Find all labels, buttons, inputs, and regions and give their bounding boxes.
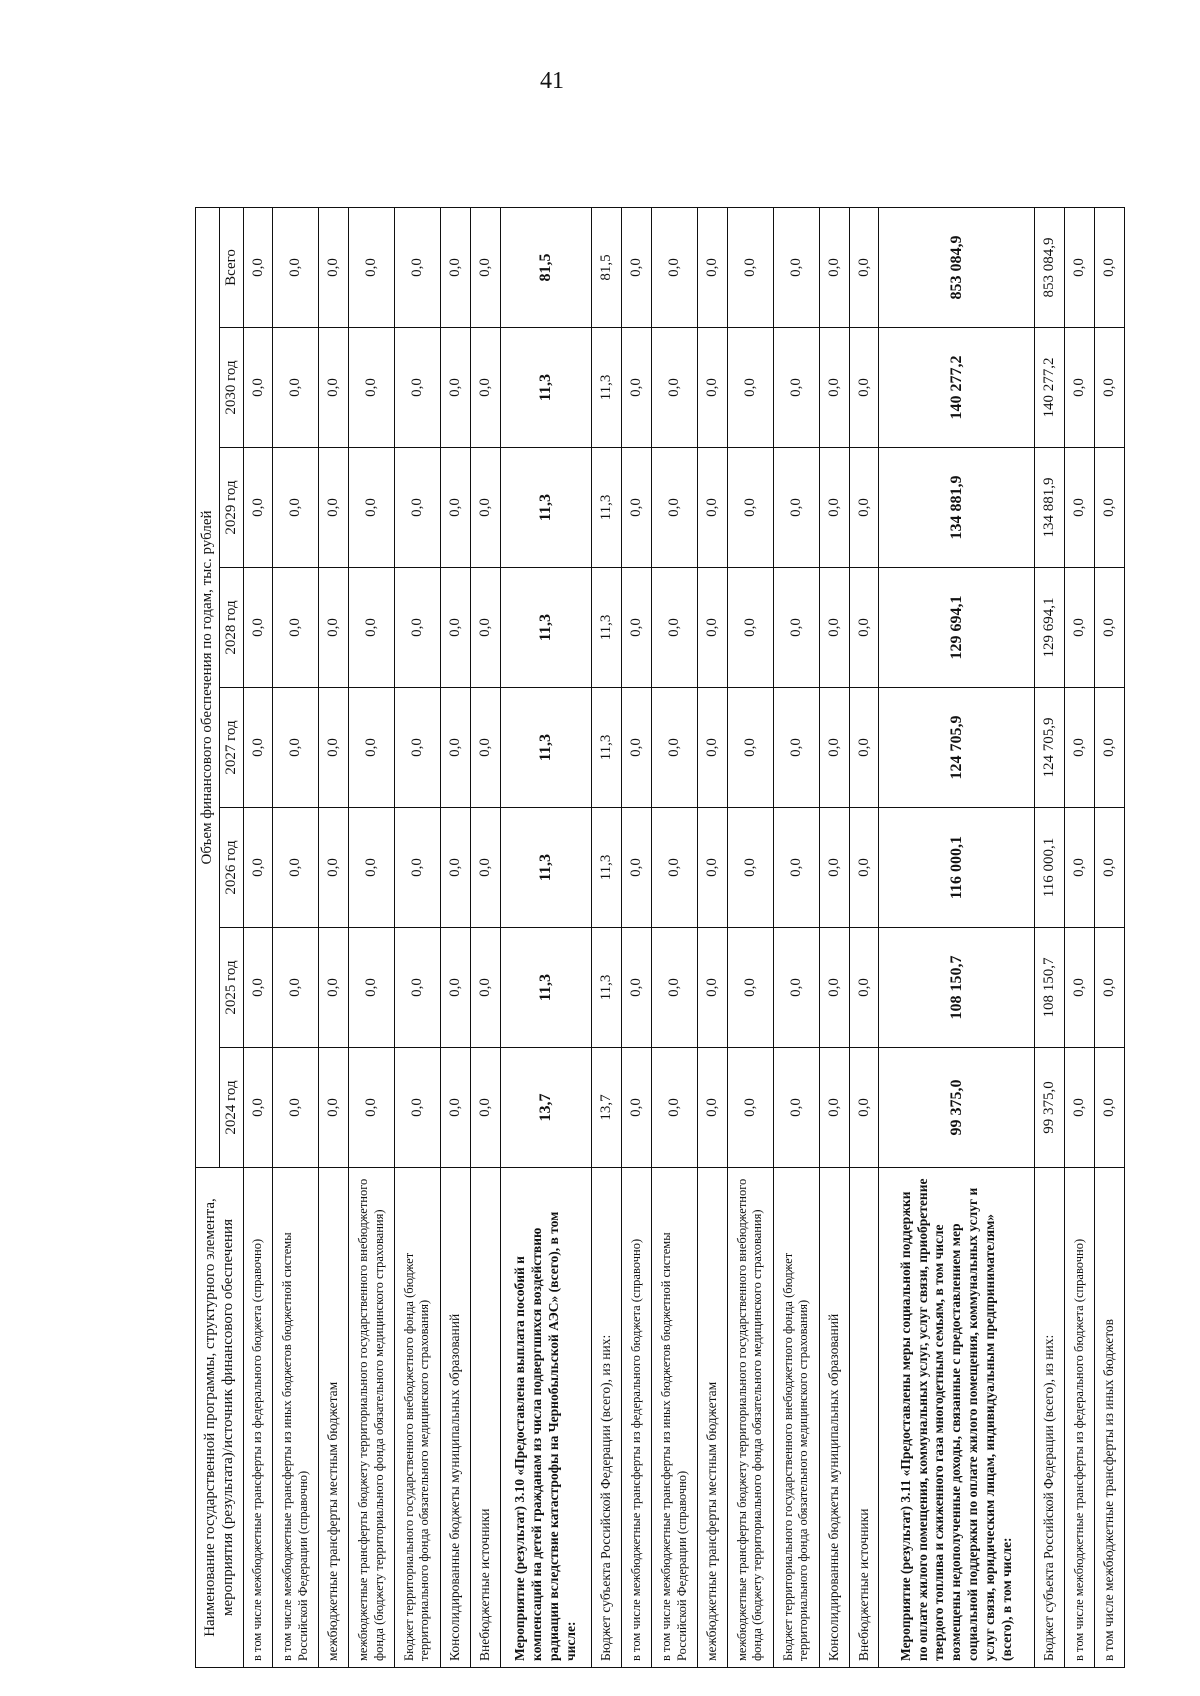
value-cell: 0,0: [622, 688, 652, 808]
value-cell: 0,0: [395, 928, 441, 1048]
value-cell: 0,0: [698, 928, 728, 1048]
table-row: [243, 207, 273, 1667]
value-cell: 11,3: [592, 688, 622, 808]
value-cell: 0,0: [470, 688, 500, 808]
value-cell: 11,3: [500, 328, 592, 448]
total-cell: 853 084,9: [1034, 207, 1064, 327]
total-cell: 0,0: [819, 207, 849, 327]
total-cell: 81,5: [592, 207, 622, 327]
table-row: [440, 207, 470, 1667]
funding-group-header: Объем финансового обеспечения по годам, тыс. рублей: [196, 207, 220, 1167]
row-label: Внебюджетные источники: [470, 1168, 500, 1668]
value-cell: 0,0: [698, 808, 728, 928]
value-cell: 0,0: [727, 448, 773, 568]
value-cell: 0,0: [243, 688, 273, 808]
table-row: [395, 207, 441, 1667]
value-cell: 0,0: [273, 448, 319, 568]
value-cell: 0,0: [819, 928, 849, 1048]
value-cell: 13,7: [500, 1048, 592, 1168]
total-cell: 853 084,9: [879, 207, 1034, 327]
value-cell: 11,3: [592, 568, 622, 688]
value-cell: 0,0: [698, 688, 728, 808]
row-label: в том числе межбюджетные трансферты из иных бюджетов бюджетной системы Российской Федерации (справочно): [652, 1168, 698, 1668]
table-row: [592, 207, 622, 1667]
value-cell: 0,0: [727, 688, 773, 808]
table-row: [319, 207, 349, 1667]
value-cell: 0,0: [395, 448, 441, 568]
value-cell: 108 150,7: [1034, 928, 1064, 1048]
table-row: [622, 207, 652, 1667]
value-cell: 0,0: [319, 328, 349, 448]
value-cell: 0,0: [440, 688, 470, 808]
value-cell: 0,0: [727, 928, 773, 1048]
value-cell: 0,0: [849, 328, 879, 448]
value-cell: 0,0: [652, 568, 698, 688]
value-cell: 0,0: [243, 928, 273, 1048]
value-cell: 0,0: [1094, 568, 1124, 688]
value-cell: 0,0: [849, 448, 879, 568]
total-cell: 0,0: [440, 207, 470, 327]
total-cell: 0,0: [273, 207, 319, 327]
total-cell: 0,0: [349, 207, 395, 327]
table-row: [773, 207, 819, 1667]
table-body: [243, 207, 1125, 1667]
value-cell: 124 705,9: [879, 688, 1034, 808]
value-cell: 124 705,9: [1034, 688, 1064, 808]
value-cell: 0,0: [652, 328, 698, 448]
row-label: Бюджет субъекта Российской Федерации (всего), из них:: [1034, 1168, 1064, 1668]
year-header: 2030 год: [219, 328, 243, 448]
row-label: межбюджетные трансферты местным бюджетам: [698, 1168, 728, 1668]
value-cell: 0,0: [849, 568, 879, 688]
value-cell: 0,0: [819, 328, 849, 448]
value-cell: 0,0: [470, 568, 500, 688]
value-cell: 0,0: [319, 688, 349, 808]
total-cell: 0,0: [319, 207, 349, 327]
value-cell: 0,0: [273, 928, 319, 1048]
value-cell: 11,3: [500, 808, 592, 928]
value-cell: 99 375,0: [1034, 1048, 1064, 1168]
table-row: [879, 207, 1034, 1667]
value-cell: 0,0: [622, 568, 652, 688]
value-cell: 0,0: [1064, 808, 1094, 928]
value-cell: 0,0: [470, 808, 500, 928]
value-cell: 99 375,0: [879, 1048, 1034, 1168]
value-cell: 0,0: [1094, 328, 1124, 448]
value-cell: 0,0: [440, 568, 470, 688]
value-cell: 0,0: [243, 808, 273, 928]
total-cell: 0,0: [849, 207, 879, 327]
row-label: Консолидированные бюджеты муниципальных образований: [440, 1168, 470, 1668]
value-cell: 0,0: [698, 328, 728, 448]
total-cell: 0,0: [1094, 207, 1124, 327]
table-row: [470, 207, 500, 1667]
value-cell: 0,0: [349, 688, 395, 808]
value-cell: 0,0: [652, 688, 698, 808]
value-cell: 0,0: [819, 688, 849, 808]
value-cell: 0,0: [1064, 328, 1094, 448]
value-cell: 0,0: [319, 1048, 349, 1168]
total-cell: 0,0: [698, 207, 728, 327]
value-cell: 0,0: [1064, 448, 1094, 568]
total-header: Всего: [219, 207, 243, 327]
value-cell: 0,0: [652, 928, 698, 1048]
value-cell: 134 881,9: [879, 448, 1034, 568]
value-cell: 140 277,2: [1034, 328, 1064, 448]
value-cell: 0,0: [395, 1048, 441, 1168]
value-cell: 0,0: [1064, 928, 1094, 1048]
value-cell: 0,0: [1064, 688, 1094, 808]
value-cell: 0,0: [395, 328, 441, 448]
value-cell: 140 277,2: [879, 328, 1034, 448]
value-cell: 0,0: [622, 928, 652, 1048]
value-cell: 11,3: [592, 928, 622, 1048]
value-cell: 0,0: [727, 568, 773, 688]
value-cell: 0,0: [773, 928, 819, 1048]
value-cell: 11,3: [592, 328, 622, 448]
value-cell: 0,0: [440, 328, 470, 448]
year-header: 2025 год: [219, 928, 243, 1048]
table-row: [1064, 207, 1094, 1667]
total-cell: 0,0: [727, 207, 773, 327]
value-cell: 0,0: [819, 568, 849, 688]
value-cell: 0,0: [243, 1048, 273, 1168]
value-cell: 0,0: [349, 448, 395, 568]
row-label: Внебюджетные источники: [849, 1168, 879, 1668]
table-row: [652, 207, 698, 1667]
row-label: в том числе межбюджетные трансферты из федерального бюджета (справочно): [1064, 1168, 1094, 1668]
value-cell: 0,0: [849, 928, 879, 1048]
value-cell: 0,0: [1094, 928, 1124, 1048]
header-row-1: [196, 207, 220, 1667]
year-header: 2029 год: [219, 448, 243, 568]
table-row: [349, 207, 395, 1667]
value-cell: 0,0: [243, 448, 273, 568]
value-cell: 0,0: [1064, 1048, 1094, 1168]
total-cell: 0,0: [622, 207, 652, 327]
row-label: Бюджет территориального государственного внебюджетного фонда (бюджет территориального фонда обязательного медицинского страхования): [773, 1168, 819, 1668]
value-cell: 108 150,7: [879, 928, 1034, 1048]
value-cell: 0,0: [470, 328, 500, 448]
value-cell: 0,0: [773, 1048, 819, 1168]
value-cell: 0,0: [349, 328, 395, 448]
value-cell: 116 000,1: [879, 808, 1034, 928]
table-row: [1034, 207, 1064, 1667]
value-cell: 0,0: [440, 448, 470, 568]
value-cell: 0,0: [273, 328, 319, 448]
value-cell: 0,0: [622, 808, 652, 928]
total-cell: 0,0: [773, 207, 819, 327]
table-row: [273, 207, 319, 1667]
value-cell: 0,0: [1094, 688, 1124, 808]
row-label: Мероприятие (результат) 3.10 «Предоставлена выплата пособий и компенсаций на детей гражданам из числа подвергшихся воздействию радиации вследствие катастрофы на Чернобыльской АЭС» (всего), в том числе:: [500, 1168, 592, 1668]
value-cell: 11,3: [592, 448, 622, 568]
value-cell: 116 000,1: [1034, 808, 1064, 928]
value-cell: 0,0: [1094, 808, 1124, 928]
value-cell: 0,0: [819, 808, 849, 928]
value-cell: 11,3: [500, 568, 592, 688]
value-cell: 0,0: [395, 688, 441, 808]
value-cell: 0,0: [273, 568, 319, 688]
value-cell: 0,0: [440, 808, 470, 928]
funding-table: [195, 207, 1125, 1668]
value-cell: 0,0: [349, 1048, 395, 1168]
table-row: [849, 207, 879, 1667]
total-cell: 0,0: [470, 207, 500, 327]
value-cell: 0,0: [243, 568, 273, 688]
value-cell: 0,0: [819, 1048, 849, 1168]
value-cell: 0,0: [622, 1048, 652, 1168]
table-row: [698, 207, 728, 1667]
value-cell: 11,3: [500, 928, 592, 1048]
value-cell: 0,0: [1094, 448, 1124, 568]
value-cell: 134 881,9: [1034, 448, 1064, 568]
row-label: межбюджетные трансферты бюджету территориального государственного внебюджетного фонда (бюджету территориального фонда обязательного медицинского страхования): [349, 1168, 395, 1668]
value-cell: 0,0: [349, 808, 395, 928]
total-cell: 81,5: [500, 207, 592, 327]
value-cell: 0,0: [470, 928, 500, 1048]
value-cell: 0,0: [1064, 568, 1094, 688]
value-cell: 0,0: [395, 808, 441, 928]
year-header: 2024 год: [219, 1048, 243, 1168]
total-cell: 0,0: [395, 207, 441, 327]
row-label: Бюджет территориального государственного внебюджетного фонда (бюджет территориального фонда обязательного медицинского страхования): [395, 1168, 441, 1668]
value-cell: 0,0: [349, 568, 395, 688]
value-cell: 0,0: [773, 688, 819, 808]
year-header: 2028 год: [219, 568, 243, 688]
row-label: в том числе межбюджетные трансферты из федерального бюджета (справочно): [243, 1168, 273, 1668]
value-cell: 129 694,1: [1034, 568, 1064, 688]
value-cell: 0,0: [470, 448, 500, 568]
row-label: межбюджетные трансферты бюджету территориального государственного внебюджетного фонда (бюджету территориального фонда обязательного медицинского страхования): [727, 1168, 773, 1668]
value-cell: 11,3: [500, 448, 592, 568]
value-cell: 13,7: [592, 1048, 622, 1168]
row-label: в том числе межбюджетные трансферты из иных бюджетов бюджетной системы Российской Федерации (справочно): [273, 1168, 319, 1668]
value-cell: 0,0: [849, 1048, 879, 1168]
value-cell: 0,0: [849, 688, 879, 808]
value-cell: 0,0: [273, 808, 319, 928]
value-cell: 0,0: [470, 1048, 500, 1168]
value-cell: 0,0: [622, 448, 652, 568]
row-label: в том числе межбюджетные трансферты из иных бюджетов: [1094, 1168, 1124, 1668]
value-cell: 0,0: [773, 328, 819, 448]
value-cell: 0,0: [622, 328, 652, 448]
value-cell: 0,0: [319, 808, 349, 928]
value-cell: 11,3: [592, 808, 622, 928]
year-header: 2026 год: [219, 808, 243, 928]
value-cell: 0,0: [440, 1048, 470, 1168]
rotated-table-container: [195, 208, 1125, 1668]
value-cell: 0,0: [1094, 1048, 1124, 1168]
row-label: в том числе межбюджетные трансферты из федерального бюджета (справочно): [622, 1168, 652, 1668]
row-label: Мероприятие (результат) 3.11 «Предоставлены меры социальной поддержки по оплате жилого помещения, коммунальных услуг, услуг связи, приобретение твердого топлива и сжиженного газа многодетным семьям, в том числе возмещены недополученные доходы, связанные с предоставлением мер социальной поддержки по оплате жилого помещения, коммунальных услуг и услуг связи, юридическим лицам, индивидуальным предпринимателям» (всего), в том числе:: [879, 1168, 1034, 1668]
value-cell: 0,0: [698, 1048, 728, 1168]
value-cell: 129 694,1: [879, 568, 1034, 688]
value-cell: 0,0: [849, 808, 879, 928]
value-cell: 0,0: [773, 808, 819, 928]
table-row: [1094, 207, 1124, 1667]
row-label: межбюджетные трансферты местным бюджетам: [319, 1168, 349, 1668]
row-label: Бюджет субъекта Российской Федерации (всего), из них:: [592, 1168, 622, 1668]
year-header: 2027 год: [219, 688, 243, 808]
value-cell: 0,0: [652, 1048, 698, 1168]
value-cell: 0,0: [773, 448, 819, 568]
value-cell: 0,0: [243, 328, 273, 448]
total-cell: 0,0: [652, 207, 698, 327]
name-column-header: Наименование государственной программы, структурного элемента, мероприятия (результата)/источник финансового обеспечения: [196, 1168, 244, 1668]
value-cell: 0,0: [773, 568, 819, 688]
table-row: [500, 207, 592, 1667]
page-number: 41: [540, 68, 564, 94]
total-cell: 0,0: [243, 207, 273, 327]
value-cell: 0,0: [349, 928, 395, 1048]
value-cell: 0,0: [727, 808, 773, 928]
value-cell: 0,0: [698, 568, 728, 688]
value-cell: 11,3: [500, 688, 592, 808]
value-cell: 0,0: [319, 448, 349, 568]
value-cell: 0,0: [395, 568, 441, 688]
value-cell: 0,0: [273, 688, 319, 808]
value-cell: 0,0: [319, 928, 349, 1048]
value-cell: 0,0: [652, 808, 698, 928]
value-cell: 0,0: [440, 928, 470, 1048]
table-row: [727, 207, 773, 1667]
value-cell: 0,0: [319, 568, 349, 688]
table-row: [819, 207, 849, 1667]
value-cell: 0,0: [273, 1048, 319, 1168]
value-cell: 0,0: [698, 448, 728, 568]
total-cell: 0,0: [1064, 207, 1094, 327]
value-cell: 0,0: [819, 448, 849, 568]
value-cell: 0,0: [652, 448, 698, 568]
value-cell: 0,0: [727, 1048, 773, 1168]
value-cell: 0,0: [727, 328, 773, 448]
row-label: Консолидированные бюджеты муниципальных образований: [819, 1168, 849, 1668]
